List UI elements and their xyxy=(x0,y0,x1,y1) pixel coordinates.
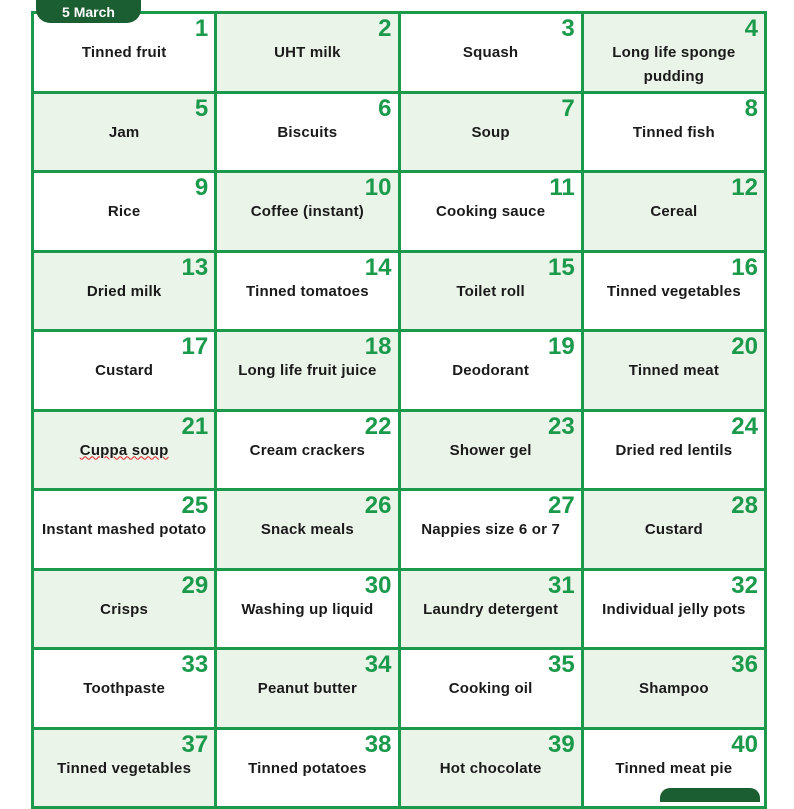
item-label: Tinned tomatoes xyxy=(246,280,369,304)
calendar-cell xyxy=(217,650,400,730)
item-label: Cooking oil xyxy=(449,677,533,701)
calendar-cell xyxy=(34,253,217,333)
day-number: 16 xyxy=(731,255,758,281)
bottom-tab-decoration xyxy=(660,788,760,802)
item-label: Hot chocolate xyxy=(440,757,542,781)
item-label: Tinned potatoes xyxy=(248,757,367,781)
calendar-cell xyxy=(401,253,584,333)
item-label: Squash xyxy=(463,41,518,65)
day-number: 39 xyxy=(548,732,575,758)
item-label: Tinned vegetables xyxy=(607,280,741,304)
calendar-cell xyxy=(34,332,217,412)
day-number: 1 xyxy=(195,16,208,42)
item-label: Snack meals xyxy=(261,518,354,542)
calendar-cell xyxy=(34,94,217,174)
calendar-cell xyxy=(34,173,217,253)
item-label: Tinned meat pie xyxy=(615,757,732,781)
calendar-cell xyxy=(401,571,584,651)
calendar-cell xyxy=(401,332,584,412)
item-label: Biscuits xyxy=(277,121,337,145)
item-label: Jam xyxy=(109,121,140,145)
calendar-cell xyxy=(401,412,584,492)
item-label: Deodorant xyxy=(452,359,529,383)
day-number: 33 xyxy=(182,652,209,678)
day-number: 5 xyxy=(195,96,208,122)
item-label: Coffee (instant) xyxy=(251,200,364,224)
calendar-cell xyxy=(584,94,767,174)
calendar-cell xyxy=(217,491,400,571)
day-number: 3 xyxy=(561,16,574,42)
day-number: 37 xyxy=(182,732,209,758)
calendar-cell xyxy=(584,412,767,492)
calendar-cell xyxy=(401,730,584,809)
day-number: 28 xyxy=(731,493,758,519)
item-label: Custard xyxy=(645,518,703,542)
day-number: 38 xyxy=(365,732,392,758)
day-number: 12 xyxy=(731,175,758,201)
day-number: 35 xyxy=(548,652,575,678)
calendar-cell xyxy=(584,253,767,333)
day-number: 13 xyxy=(182,255,209,281)
day-number: 10 xyxy=(365,175,392,201)
item-label: Dried red lentils xyxy=(615,439,732,463)
item-label: Shower gel xyxy=(450,439,532,463)
calendar-cell xyxy=(401,14,584,94)
item-label: Long life sponge pudding xyxy=(592,41,756,89)
day-number: 25 xyxy=(182,493,209,519)
item-label: UHT milk xyxy=(274,41,341,65)
day-number: 40 xyxy=(731,732,758,758)
day-number: 6 xyxy=(378,96,391,122)
item-label: Shampoo xyxy=(639,677,709,701)
calendar-cell xyxy=(34,571,217,651)
day-number: 32 xyxy=(731,573,758,599)
calendar-cell xyxy=(34,412,217,492)
calendar-cell xyxy=(34,491,217,571)
calendar-cell xyxy=(401,94,584,174)
day-number: 14 xyxy=(365,255,392,281)
calendar-cell xyxy=(584,332,767,412)
day-number: 9 xyxy=(195,175,208,201)
item-label: Tinned meat xyxy=(629,359,719,383)
calendar-cell xyxy=(217,571,400,651)
calendar-cell xyxy=(401,650,584,730)
calendar-cell xyxy=(217,332,400,412)
item-label: Long life fruit juice xyxy=(238,359,376,383)
item-label: Soup xyxy=(471,121,509,145)
day-number: 27 xyxy=(548,493,575,519)
calendar-cell xyxy=(401,491,584,571)
item-label: Custard xyxy=(95,359,153,383)
calendar-cell xyxy=(217,14,400,94)
item-label: Toilet roll xyxy=(456,280,525,304)
day-number: 19 xyxy=(548,334,575,360)
date-tab: 5 March xyxy=(36,0,141,23)
calendar-cell xyxy=(217,173,400,253)
calendar-cell xyxy=(584,491,767,571)
item-label: Cooking sauce xyxy=(436,200,545,224)
calendar-cell xyxy=(401,173,584,253)
day-number: 23 xyxy=(548,414,575,440)
item-label: Individual jelly pots xyxy=(602,598,745,622)
item-label: Instant mashed potato xyxy=(42,518,206,542)
calendar-cell xyxy=(217,253,400,333)
advent-calendar-grid xyxy=(31,11,767,809)
day-number: 30 xyxy=(365,573,392,599)
item-label: Crisps xyxy=(100,598,148,622)
day-number: 29 xyxy=(182,573,209,599)
item-label: Tinned fruit xyxy=(82,41,167,65)
item-label: Toothpaste xyxy=(83,677,165,701)
item-label: Cream crackers xyxy=(250,439,365,463)
calendar-cell xyxy=(584,650,767,730)
calendar-cell xyxy=(584,14,767,94)
item-label: Peanut butter xyxy=(258,677,357,701)
day-number: 36 xyxy=(731,652,758,678)
day-number: 24 xyxy=(731,414,758,440)
day-number: 31 xyxy=(548,573,575,599)
day-number: 26 xyxy=(365,493,392,519)
day-number: 34 xyxy=(365,652,392,678)
day-number: 11 xyxy=(549,175,574,201)
day-number: 8 xyxy=(745,96,758,122)
item-label: Laundry detergent xyxy=(423,598,558,622)
day-number: 22 xyxy=(365,414,392,440)
calendar-cell xyxy=(217,730,400,809)
calendar-cell xyxy=(34,650,217,730)
day-number: 4 xyxy=(745,16,758,42)
item-label: Tinned vegetables xyxy=(57,757,191,781)
day-number: 18 xyxy=(365,334,392,360)
day-number: 7 xyxy=(561,96,574,122)
item-label: Cereal xyxy=(650,200,697,224)
item-label: Washing up liquid xyxy=(241,598,373,622)
calendar-cell xyxy=(584,571,767,651)
day-number: 17 xyxy=(182,334,209,360)
item-label: Dried milk xyxy=(87,280,162,304)
calendar-cell xyxy=(584,173,767,253)
item-label: Cuppa soup xyxy=(80,439,169,463)
calendar-cell xyxy=(217,94,400,174)
day-number: 20 xyxy=(731,334,758,360)
calendar-cell xyxy=(34,730,217,809)
item-label: Nappies size 6 or 7 xyxy=(421,518,560,542)
day-number: 21 xyxy=(182,414,209,440)
calendar-cell xyxy=(217,412,400,492)
calendar-cell xyxy=(34,14,217,94)
day-number: 2 xyxy=(378,16,391,42)
item-label: Tinned fish xyxy=(633,121,715,145)
day-number: 15 xyxy=(548,255,575,281)
item-label: Rice xyxy=(108,200,141,224)
